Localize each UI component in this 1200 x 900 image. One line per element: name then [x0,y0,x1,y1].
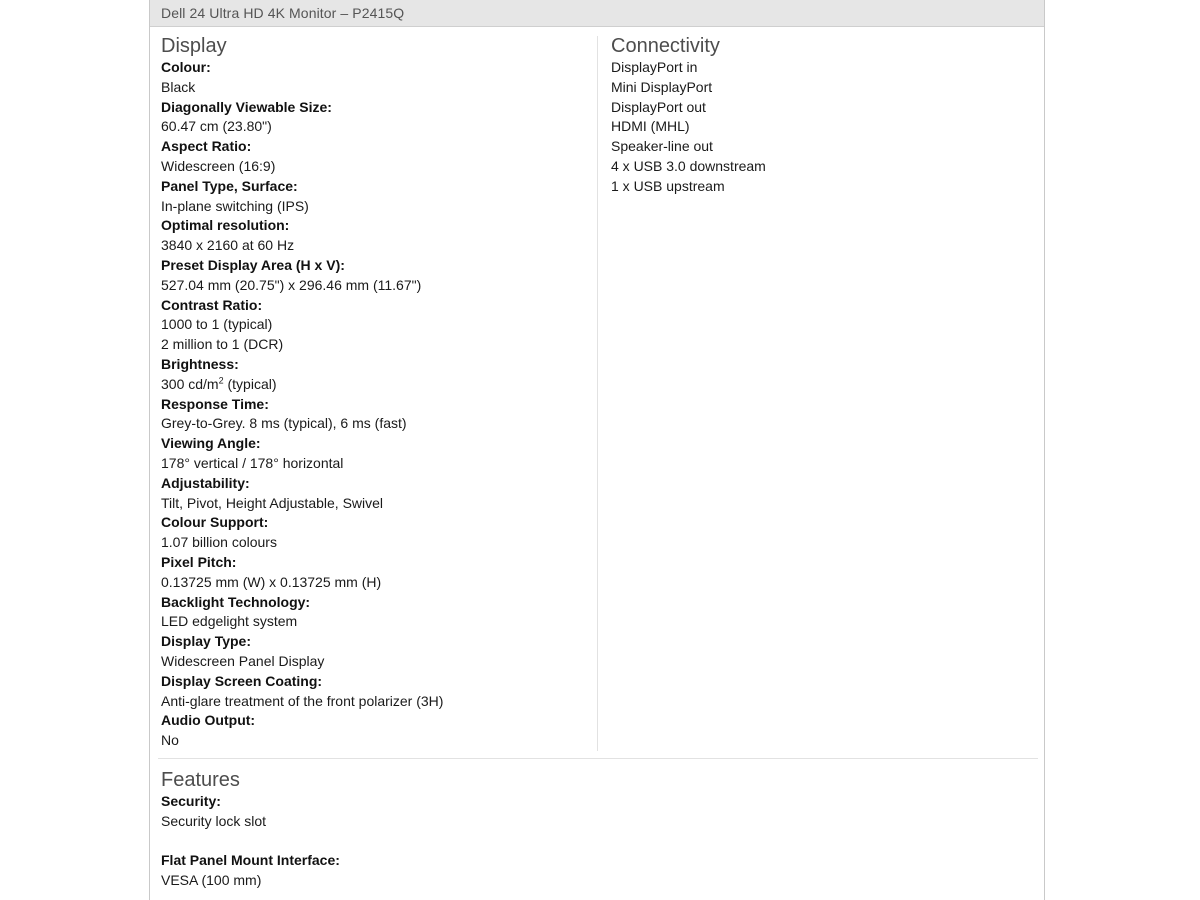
spec-value-optimal-resolution: 3840 x 2160 at 60 Hz [161,237,295,254]
display-section-title: Display [161,35,227,57]
connectivity-item: 4 x USB 3.0 downstream [611,157,766,174]
spec-label-colour: Colour: [161,59,211,75]
spec-value-aspect-ratio: Widescreen (16:9) [161,157,276,174]
spec-value-mount-interface: VESA (100 mm) [161,872,262,889]
display-section [161,34,591,751]
spec-value-response-time: Grey-to-Grey. 8 ms (typical), 6 ms (fast) [161,415,407,432]
spec-label-colour-support: Colour Support: [161,514,269,531]
column-divider [597,36,598,751]
spec-label-response-time: Response Time: [161,395,269,412]
section-divider [158,758,1038,759]
spec-label-viewing-angle: Viewing Angle: [161,435,261,452]
spec-value-contrast-typical: 1000 to 1 (typical) [161,316,273,333]
spec-label-display-type: Display Type: [161,633,251,650]
display-spec-list [161,58,591,751]
spec-label-optimal-resolution: Optimal resolution: [161,217,290,234]
connectivity-item: DisplayPort out [611,98,706,115]
spec-label-pixel-pitch: Pixel Pitch: [161,553,237,570]
product-title: Dell 24 Ultra HD 4K Monitor – P2415Q [161,5,405,21]
spec-value-display-type: Widescreen Panel Display [161,652,325,669]
spec-value-colour-support: 1.07 billion colours [161,534,277,551]
features-section-title: Features [161,769,240,791]
connectivity-item: Mini DisplayPort [611,78,713,95]
connectivity-item: Speaker-line out [611,138,713,155]
header-bar [150,0,1044,27]
brightness-value-main: 300 cd/m [161,375,219,392]
spec-value-pixel-pitch: 0.13725 mm (W) x 0.13725 mm (H) [161,573,382,590]
spec-label-aspect-ratio: Aspect Ratio: [161,138,252,155]
connectivity-section [611,34,1031,197]
spec-label-audio-output: Audio Output: [161,712,256,729]
spec-label-backlight: Backlight Technology: [161,593,311,610]
feature-spacer [161,832,1021,852]
spec-value-viewable-size: 60.47 cm (23.80") [161,118,272,135]
connectivity-list [611,58,1031,197]
spec-label-adjustability: Adjustability: [161,474,250,491]
spec-label-security: Security: [161,793,221,809]
spec-label-display-area: Preset Display Area (H x V): [161,256,345,273]
spec-value-brightness [161,375,591,395]
spec-value-screen-coating: Anti-glare treatment of the front polarizer (3H) [161,692,444,709]
spec-label-viewable-size: Diagonally Viewable Size: [161,98,332,115]
brightness-value-suffix: (typical) [223,375,277,392]
connectivity-item: HDMI (MHL) [611,118,690,135]
brightness-value-sup: 2 [218,375,224,386]
spec-value-panel-type: In-plane switching (IPS) [161,197,309,214]
spec-label-panel-type: Panel Type, Surface: [161,177,298,194]
spec-label-brightness: Brightness: [161,355,239,372]
spec-value-adjustability: Tilt, Pivot, Height Adjustable, Swivel [161,494,384,511]
spec-label-contrast-ratio: Contrast Ratio: [161,296,263,313]
spec-value-colour: Black [161,78,196,95]
features-section [161,768,1021,891]
spec-value-audio-output: No [161,732,179,749]
spec-sheet [149,0,1045,900]
connectivity-section-title: Connectivity [611,35,720,57]
spec-value-security: Security lock slot [161,812,267,829]
connectivity-item: 1 x USB upstream [611,177,725,194]
spec-value-contrast-dcr: 2 million to 1 (DCR) [161,336,284,353]
spec-value-viewing-angle: 178° vertical / 178° horizontal [161,454,344,471]
spec-label-mount-interface: Flat Panel Mount Interface: [161,852,340,869]
spec-value-backlight: LED edgelight system [161,613,298,630]
connectivity-item: DisplayPort in [611,59,698,75]
spec-value-display-area: 527.04 mm (20.75") x 296.46 mm (11.67") [161,276,422,293]
spec-label-screen-coating: Display Screen Coating: [161,672,323,689]
